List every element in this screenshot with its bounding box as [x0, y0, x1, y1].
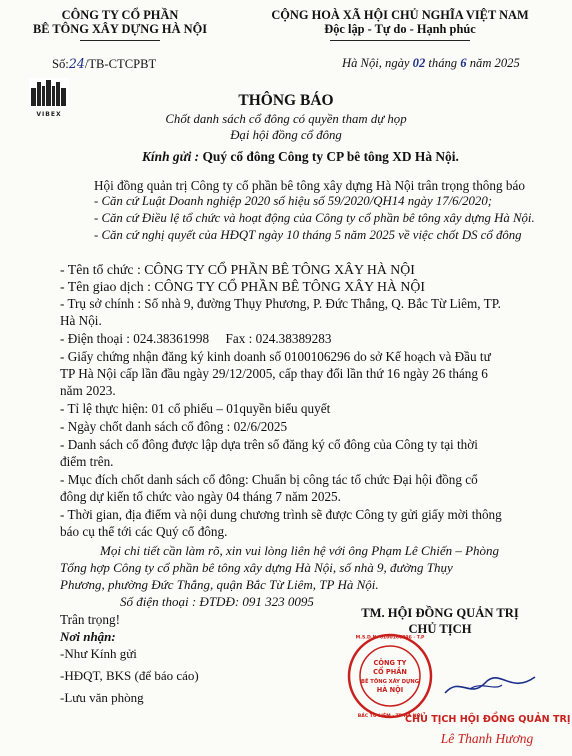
detail-org-name: - Tên tổ chức : CÔNG TY CỔ PHẦN BÊ TÔNG XÂY HÀ NỘI — [60, 262, 415, 277]
detail-business-reg-end: năm 2023. — [60, 383, 116, 398]
document-date: Hà Nội, ngày 02 tháng 6 năm 2025 — [342, 56, 520, 70]
detail-list-basis-cont: điểm trên. — [60, 454, 114, 469]
detail-business-reg: - Giấy chứng nhận đăng ký kinh doanh số 0100106296 do sở Kế hoạch và Đầu tư — [60, 349, 491, 364]
motto-underline — [330, 40, 470, 41]
detail-business-reg-cont: TP Hà Nội cấp lần đầu ngày 29/12/2005, cấp thay đổi lần thứ 16 ngày 26 tháng 6 — [60, 366, 488, 381]
company-underline — [80, 40, 160, 41]
svg-text:HÀ NỘI: HÀ NỘI — [376, 686, 404, 694]
svg-text:BÊ TÔNG XÂY DỰNG: BÊ TÔNG XÂY DỰNG — [361, 679, 419, 685]
detail-address-cont: Hà Nội. — [60, 313, 102, 328]
closing: Trân trọng! — [60, 612, 120, 627]
svg-text:CỔ PHẦN: CỔ PHẦN — [373, 668, 407, 676]
signature-title-2: CHỦ TỊCH — [408, 622, 472, 636]
contact-line-1: Mọi chi tiết cần làm rõ, xin vui lòng liên hệ với ông Phạm Lê Chiến – Phòng — [100, 543, 500, 558]
detail-schedule-cont: báo cụ thể tới các Quý cổ đông. — [60, 524, 228, 539]
svg-text:VIBEX: VIBEX — [36, 111, 62, 118]
national-motto: Độc lập - Tự do - Hạnh phúc — [324, 22, 476, 36]
company-seal-icon — [346, 632, 434, 720]
company-name-line2: BÊ TÔNG XÂY DỰNG HÀ NỘI — [32, 22, 208, 36]
contact-phone: Số điện thoại : ĐTDĐ: 091 323 0095 — [120, 594, 314, 609]
detail-list-basis: - Danh sách cổ đông được lập dựa trên sổ đăng ký cổ đông của Công ty tại thời — [60, 437, 478, 452]
detail-purpose-cont: đông dự kiến tổ chức vào ngày 04 tháng 7 năm 2025. — [60, 489, 341, 504]
signer-name: Lê Thanh Hương — [440, 731, 534, 746]
notice-title: THÔNG BÁO — [238, 92, 334, 109]
document-number: Số:24/TB-CTCPBT — [52, 56, 157, 71]
greeting: Kính gửi : Quý cổ đông Công ty CP bê tông XD Hà Nội. — [142, 149, 459, 164]
signature-title-1: TM. HỘI ĐỒNG QUẢN TRỊ — [361, 606, 519, 620]
recipients-title: Nơi nhận: — [60, 629, 116, 644]
detail-record-date: - Ngày chốt danh sách cổ đông : 02/6/2025 — [60, 419, 288, 434]
company-name-line1: CÔNG TY CỔ PHẦN — [61, 8, 179, 22]
country-name: CỘNG HOÀ XÃ HỘI CHỦ NGHĨA VIỆT NAM — [271, 8, 529, 22]
svg-text:BẮC TỪ LIÊM · TP HÀ NỘI: BẮC TỪ LIÊM · TP HÀ NỘI — [357, 714, 423, 719]
detail-ratio: - Tỉ lệ thực hiện: 01 cổ phiếu – 01quyền biểu quyết — [60, 401, 331, 416]
detail-phone-fax: - Điện thoại : 024.38361998 Fax : 024.38389283 — [60, 331, 332, 346]
detail-schedule: - Thời gian, địa điểm và nội dung chương trình sẽ được Công ty gửi giấy mời thông — [60, 507, 502, 522]
contact-line-2: Tổng hợp Công ty cổ phần bê tông xây dựng Hà Nội, số nhà 9, đường Thụy — [60, 560, 453, 575]
notice-subtitle-1: Chốt danh sách cổ đông có quyền tham dự họp — [165, 112, 407, 126]
detail-address: - Trụ sở chính : Số nhà 9, đường Thụy Phương, P. Đức Thắng, Q. Bắc Từ Liêm, TP. — [60, 296, 501, 311]
legal-basis-2: - Căn cứ Điều lệ tổ chức và hoạt động của Công ty cổ phần bê tông xây dựng Hà Nội. — [94, 211, 535, 225]
recipient-item: -Như Kính gửi — [60, 646, 137, 661]
notice-subtitle-2: Đại hội đồng cổ đông — [230, 128, 342, 142]
recipient-item: -HĐQT, BKS (để báo cáo) — [60, 668, 199, 683]
svg-text:M.S.D.N: 0100106296 · T.P: M.S.D.N: 0100106296 · T.P — [355, 635, 425, 641]
contact-line-3: Phương, phường Đức Thắng, quận Bắc Từ Liêm, TP Hà Nội. — [60, 577, 379, 592]
detail-trade-name: - Tên giao dịch : CÔNG TY CỔ PHẦN BÊ TÔNG XÂY HÀ NỘI — [60, 279, 425, 294]
legal-basis-1: - Căn cứ Luật Doanh nghiệp 2020 số hiệu số 59/2020/QH14 ngày 17/6/2020; — [94, 194, 492, 208]
recipient-item: -Lưu văn phòng — [60, 690, 144, 705]
intro-line: Hội đồng quản trị Công ty cổ phần bê tông xây dựng Hà Nội trân trọng thông báo — [94, 178, 525, 193]
legal-basis-3: - Căn cứ nghị quyết của HĐQT ngày 10 tháng 5 năm 2025 về việc chốt DS cổ đông — [94, 228, 522, 242]
svg-text:CÔNG TY: CÔNG TY — [373, 659, 407, 667]
handwritten-signature-icon — [440, 666, 540, 706]
stamp-title: CHỦ TỊCH HỘI ĐỒNG QUẢN TRỊ — [405, 714, 571, 725]
detail-purpose: - Mục đích chốt danh sách cổ đông: Chuẩn bị công tác tổ chức Đại hội đồng cổ — [60, 472, 478, 487]
